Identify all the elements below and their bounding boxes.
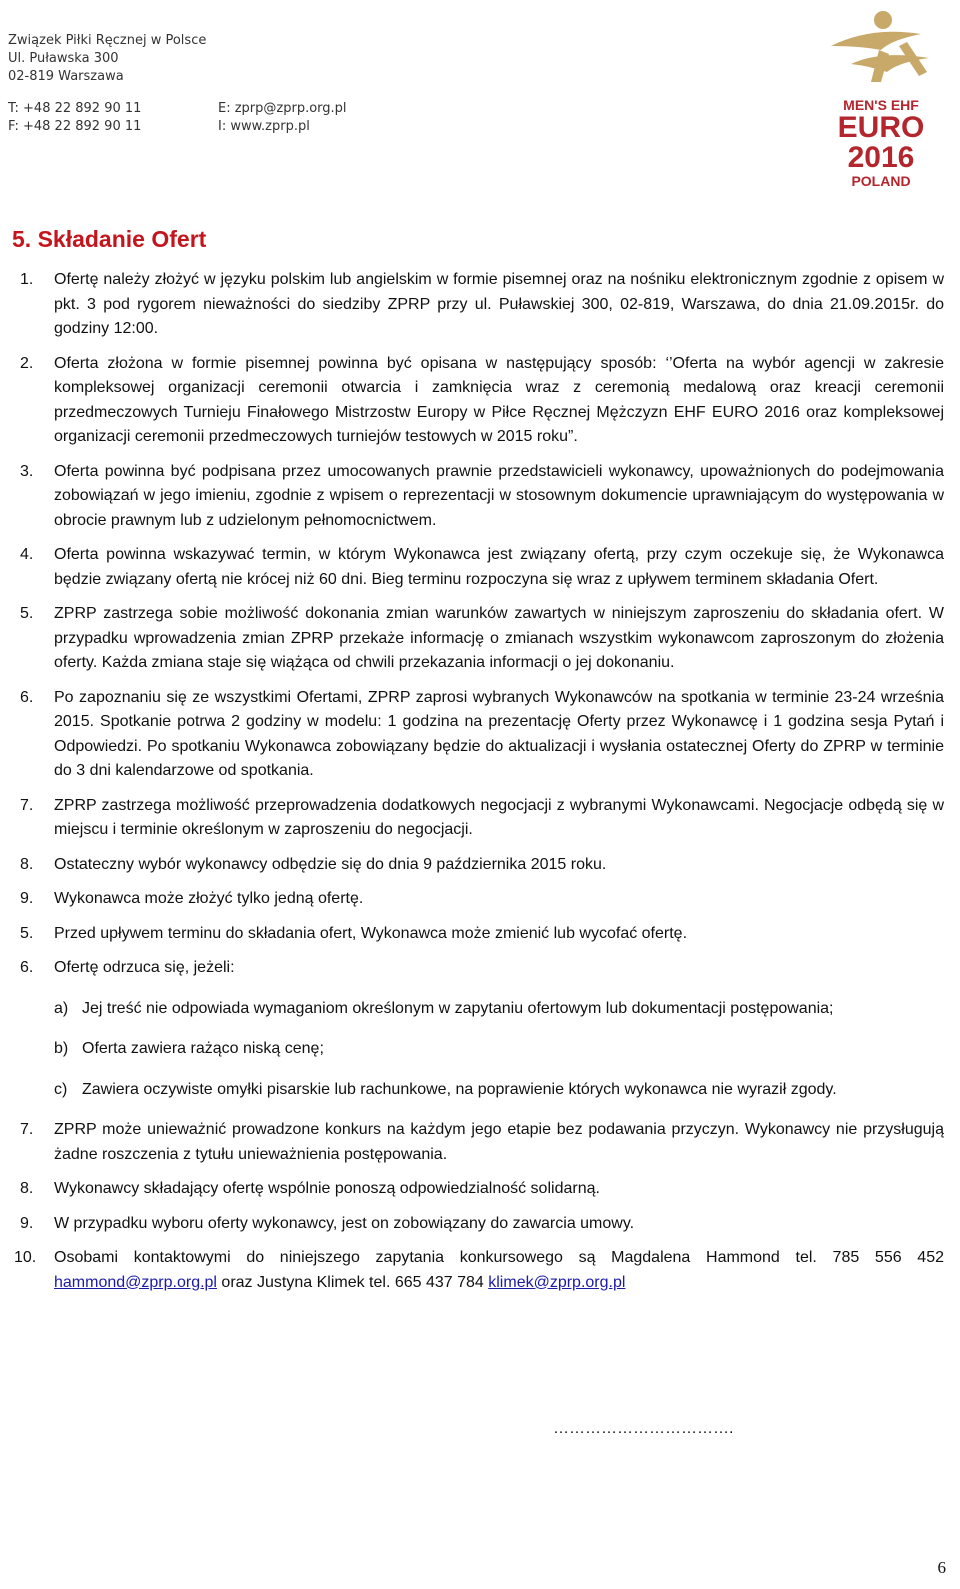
item-text: Ostateczny wybór wykonawcy odbędzie się do dnia 9 października 2015 roku.	[54, 855, 607, 873]
item-text: ZPRP zastrzega sobie możliwość dokonania zmian warunków zawartych w niniejszym zaproszeniu do składania ofert. W przypadku wprowadzenia zmian ZPRP przekaże informację o zmianach wszystkim wykonawcom zaproszonym do złożenia oferty. Każda zmiana staje się wiążąca od chwili przekazania informacji o jej dokonaniu.	[54, 605, 944, 671]
website-address: I: www.zprp.pl	[218, 119, 310, 134]
klimek-email-link[interactable]: klimek@zprp.org.pl	[488, 1273, 626, 1291]
item-text: ZPRP może unieważnić prowadzone konkurs na każdym jego etapie bez podawania przyczyn. Wykonawcy nie przysługują żadne roszczenia z tytułu unieważnienia postępowania.	[54, 1121, 944, 1163]
sub-item	[0, 1078, 960, 1103]
item-number: 7.	[20, 796, 34, 814]
sub-item-text: Zawiera oczywiste omyłki pisarskie lub rachunkowe, na poprawienie których wykonawca nie wyraził zgody.	[82, 1080, 837, 1098]
item-number: 9.	[20, 1214, 34, 1232]
phone-block	[8, 100, 141, 136]
item-text: Oferta powinna wskazywać termin, w którym Wykonawca jest związany ofertą, przy czym oczekuje się, że Wykonawca będzie związany ofertą nie krócej niż 60 dni. Bieg terminu rozpoczyna się wraz z upływem terminem składania Ofert.	[54, 546, 944, 588]
section-title: 5. Składanie Ofert	[12, 226, 207, 252]
page-number: 6	[937, 1558, 946, 1577]
item-text: ZPRP zastrzega możliwość przeprowadzenia dodatkowych negocjacji z wybranymi Wykonawcami. Negocjacje odbędą się w miejscu i terminie określonym w zaproszeniu do negocjacji.	[54, 796, 944, 838]
organization-address	[8, 32, 206, 86]
list-item	[0, 922, 960, 947]
fax-number: F: +48 22 892 90 11	[8, 119, 142, 134]
item-text: Ofertę odrzuca się, jeżeli:	[54, 959, 235, 976]
list-item	[0, 268, 960, 342]
list-item	[0, 352, 960, 450]
euro-2016-logo	[812, 6, 950, 189]
list-item	[0, 543, 960, 592]
item-text: Wykonawcy składający ofertę wspólnie ponoszą odpowiedzialność solidarną.	[54, 1180, 600, 1197]
list-item	[0, 602, 960, 676]
sub-item	[0, 997, 960, 1022]
logo-line-1: MEN'S EHF	[843, 97, 919, 113]
sub-item	[0, 1037, 960, 1062]
web-block	[218, 100, 347, 136]
org-city: 02-819 Warszawa	[8, 69, 124, 84]
item-text: Po zapoznaniu się ze wszystkimi Ofertami, ZPRP zaprosi wybranych Wykonawców na spotkania w terminie 23-24 września 2015. Spotkanie potrwa 2 godziny w modelu: 1 godzina na prezentację Oferty przez Wykonawcę i 1 godzina sesja Pytań i Odpowiedzi. Po spotkaniu Wykonawca zobowiązany będzie do aktualizacji i wysłania ostatecznej Oferty do ZPRP w terminie do 3 dni kalendarzowe od spotkania.	[54, 688, 944, 779]
item-number: 6.	[20, 959, 34, 976]
item-text: Przed upływem terminu do składania ofert, Wykonawca może zmienić lub wycofać ofertę.	[54, 924, 688, 942]
sub-item-letter: a)	[54, 999, 69, 1017]
email-address: E: zprp@zprp.org.pl	[218, 101, 347, 116]
item-number: 6.	[20, 688, 34, 706]
org-street: Ul. Puławska 300	[8, 51, 119, 66]
item-number: 2.	[20, 354, 34, 372]
item-number: 9.	[20, 890, 34, 907]
list-item	[0, 1212, 960, 1237]
list-item	[0, 853, 960, 878]
item-text: Ofertę należy złożyć w języku polskim lub angielskim w formie pisemnej oraz na nośniku elektronicznym zgodnie z opisem w pkt. 3 pod rygorem nieważności do siedziby ZPRP przy ul. Puławskiej 300, 02-819, Warszawa, do dnia 21.09.2015r. do godziny 12:00.	[54, 271, 944, 337]
sub-item-letter: c)	[54, 1080, 68, 1098]
phone-number: T: +48 22 892 90 11	[8, 101, 142, 116]
logo-line-2: EURO	[837, 111, 925, 144]
item-number: 1.	[20, 271, 34, 288]
item-number: 5.	[20, 924, 34, 942]
list-item	[0, 794, 960, 843]
item-number: 10.	[14, 1249, 37, 1266]
sub-item-letter: b)	[54, 1040, 69, 1057]
logo-line-4: POLAND	[851, 173, 911, 189]
item-text: Oferta powinna być podpisana przez umocowanych prawnie przedstawicieli wykonawcy, upoważnionych do podejmowania zobowiązań w jego imieniu, zgodnie z wpisem o reprezentacji w stosownym dokumencie uprawniającym do występowania w obrocie prawnym lub z udzielonym pełnomocnictwem.	[54, 462, 944, 529]
list-item	[0, 1177, 960, 1202]
item-number: 4.	[20, 546, 34, 563]
item-text: Oferta złożona w formie pisemnej powinna być opisana w następujący sposób: ‘’Oferta na wybór agencji w zakresie kompleksowej organizacji ceremonii otwarcia i zamknięcia wraz z ceremonią medalową oraz kreacji ceremonii przedmeczowych Turnieju Finałowego Mistrzostw Europy w Piłce Ręcznej Mężczyzn EHF EURO 2016 oraz kompleksowej organizacji ceremonii przedmeczowych turniejów testowych w 2015 roku”.	[54, 354, 944, 445]
list-item	[0, 686, 960, 784]
sub-item-text: Oferta zawiera rażąco niską cenę;	[82, 1040, 324, 1057]
item-number: 3.	[20, 462, 34, 480]
handball-player-icon	[821, 6, 941, 84]
list-item	[0, 1118, 960, 1167]
list-item	[0, 460, 960, 534]
list-item	[0, 956, 960, 981]
signature-line: …………………………….	[553, 1420, 734, 1437]
item-text: W przypadku wyboru oferty wykonawcy, jest on zobowiązany do zawarcia umowy.	[54, 1214, 635, 1232]
item-number: 7.	[20, 1121, 34, 1138]
item-text: Wykonawca może złożyć tylko jedną ofertę.	[54, 890, 364, 907]
list-item	[0, 887, 960, 912]
sub-item-text: Jej treść nie odpowiada wymaganiom określonym w zapytaniu ofertowym lub dokumentacji postępowania;	[82, 999, 834, 1017]
item-text-continued: oraz Justyna Klimek tel. 665 437 784	[216, 1273, 489, 1291]
contact-persons-item	[0, 1246, 960, 1295]
logo-line-3: 2016	[847, 141, 915, 174]
offer-rules-list	[0, 268, 960, 1305]
item-text: Osobami kontaktowymi do niniejszego zapytania konkursowego są Magdalena Hammond tel. 785 556 452	[54, 1249, 944, 1266]
org-name: Związek Piłki Ręcznej w Polsce	[8, 33, 207, 48]
item-number: 8.	[20, 855, 34, 873]
item-number: 5.	[20, 605, 34, 622]
item-number: 8.	[20, 1180, 34, 1197]
hammond-email-link[interactable]: hammond@zprp.org.pl	[54, 1273, 217, 1291]
